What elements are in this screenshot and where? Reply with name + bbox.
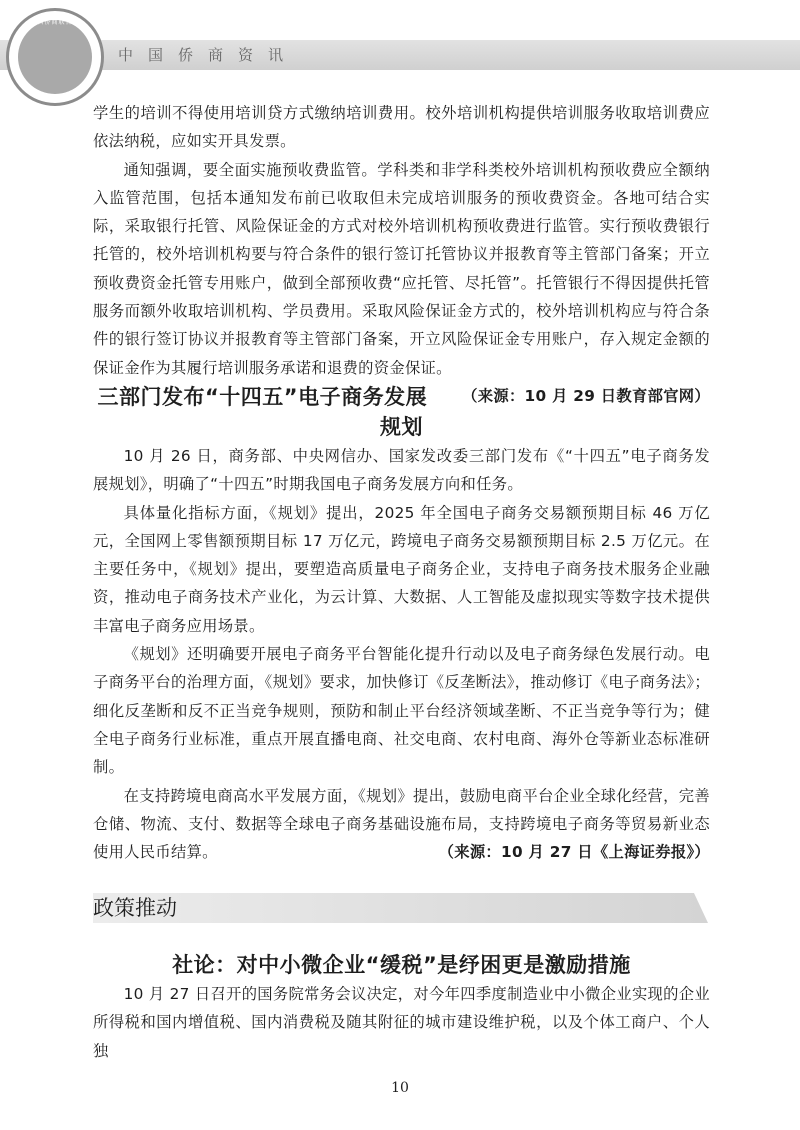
header-title: 中国侨商资讯 <box>118 46 299 64</box>
source-citation: （来源：10 月 27 日《上海证券报》） <box>438 843 710 862</box>
paragraph: 具体量化指标方面，《规划》提出，2025 年全国电子商务交易额预期目标 46 万亿元，全国网上零售额预期目标 17 万亿元，跨境电子商务交易额预期目标 2.5 万亿元。在主要任务中，《规划》提出，要塑造高质量电子商务企业，支持电子商务技术服务企业融资，推动电子商务技术产业化，为云计算、大数据、人工智能及虚拟现实等数字技术提供丰富电子商务应用场景。 <box>93 503 710 635</box>
article-title: 三部门发布“十四五”电子商务发展规划 <box>97 384 428 439</box>
logo <box>6 8 104 106</box>
paragraph: 通知强调，要全面实施预收费监管。学科类和非学科类校外培训机构预收费应全额纳入监管范围，包括本通知发布前已收取但未完成培训服务的预收费资金。各地可结合实际，采取银行托管、风险保证金的方式对校外培训机构预收费进行监管。实行预收费银行托管的，校外培训机构要与符合条件的银行签订托管协议并报教育等主管部门备案；开立预收费资金托管专用账户，做到全部预收费“应托管、尽托管”。托管银行不得因提供托管服务而额外收取培训机构、学员费用。采取风险保证金方式的，校外培训机构应与符合条件的银行签订协议并报教育等主管部门备案，开立风险保证金专用账户，存入规定金额的保证金作为其履行培训服务承诺和退费的资金保证。 （来源：10 月 29 日教育部官网） <box>93 156 710 382</box>
page-number: 10 <box>391 1080 409 1096</box>
section-corner <box>694 893 708 923</box>
paragraph: 在支持跨境电商高水平发展方面，《规划》提出，鼓励电商平台企业全球化经营，完善仓储、物流、支付、数据等全球电子商务基础设施布局，支持跨境电子商务等贸易新业态使用人民币结算。 （来源：10 月 27 日《上海证券报》） <box>93 782 710 867</box>
source-citation: （来源：10 月 29 日教育部官网） <box>462 386 710 405</box>
paragraph: 10 月 26 日，商务部、中央网信办、国家发改委三部门发布《“十四五”电子商务发展规划》，明确了“十四五”时期我国电子商务发展方向和任务。 <box>93 446 710 494</box>
editorial-article <box>93 950 710 1065</box>
section-label: 政策推动 <box>93 896 177 920</box>
paragraph: 10 月 27 日召开的国务院常务会议决定，对今年四季度制造业中小微企业实现的企业所得税和国内增值税、国内消费税及随其附征的城市建设维护税，以及个体工商户、个人独 <box>93 985 710 1060</box>
main-content <box>93 99 710 866</box>
logo-text: 中国侨商联合会 <box>30 19 80 26</box>
paragraph: 《规划》还明确要开展电子商务平台智能化提升行动以及电子商务绿色发展行动。电子商务平台的治理方面，《规划》要求，加快修订《反垄断法》，推动修订《电子商务法》；细化反垄断和反不正当竞争规则，预防和制止平台经济领域垄断、不正当竞争等行为；健全电子商务行业标准，重点开展直播电商、社交电商、农村电商、海外仓等新业态标准研制。 <box>93 645 710 777</box>
logo-emblem <box>18 20 92 94</box>
section-header <box>93 893 708 923</box>
paragraph: 学生的培训不得使用培训贷方式缴纳培训费用。校外培训机构提供培训服务收取培训费应依法纳税，应如实开具发票。 <box>93 104 710 151</box>
article-title: 社论：对中小微企业“缓税”是纾困更是激励措施 <box>172 953 631 977</box>
